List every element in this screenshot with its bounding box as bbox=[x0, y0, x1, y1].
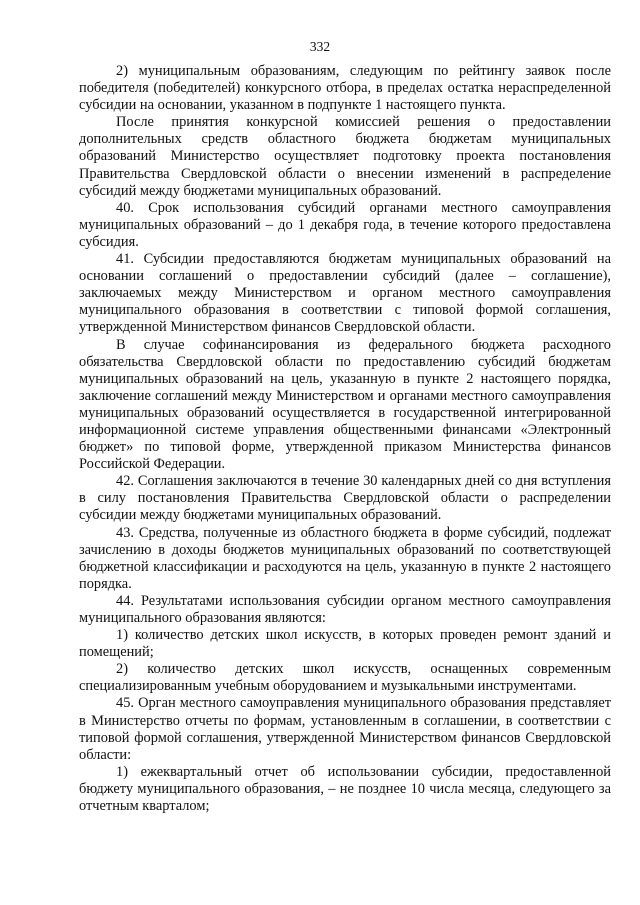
paragraph-report-1-quarterly: 1) ежеквартальный отчет об использовании субсидии, предоставленной бюджету муниципального образования, – не позднее 10 числа месяца, следующего за отчетным кварталом; bbox=[79, 763, 611, 815]
page-number: 332 bbox=[309, 39, 331, 54]
paragraph-result-2-equipment: 2) количество детских школ искусств, оснащенных современным специализированным учебным оборудованием и музыкальными инструментами. bbox=[79, 661, 611, 695]
paragraph-43-funds-crediting: 43. Средства, полученные из областного бюджета в форме субсидий, подлежат зачислению в доходы бюджетов муниципальных образований по соответствующей бюджетной классификации и расходуются на цель, указанную в пункте 2 настоящего порядка. bbox=[79, 524, 611, 592]
paragraph-42-agreement-term: 42. Соглашения заключаются в течение 30 календарных дней со дня вступления в силу постановления Правительства Свердловской области о распределении субсидии между бюджетами муниципальных образований. bbox=[79, 473, 611, 524]
paragraph-44-results: 44. Результатами использования субсидии органом местного самоуправления муниципального образования являются: bbox=[79, 592, 611, 626]
paragraph-federal-cofinancing: В случае софинансирования из федерального бюджета расходного обязательства Свердловской области по предоставлению субсидий бюджетам муниципальных образований на цель, указанную в пункте 2 настоящего порядка, заключение соглашений между Министерством и органами местного самоуправления муниципальных образований осуществляется в государственной интегрированной информационной системе управления общественными финансами «Электронный бюджет» по типовой форме, утвержденной приказом Министерства финансов Российской Федерации. bbox=[79, 336, 611, 473]
paragraph-40-usage-deadline: 40. Срок использования субсидий органами местного самоуправления муниципальных образований – до 1 декабря года, в течение которого предоставлена субсидия. bbox=[79, 199, 611, 250]
paragraph-result-1-repairs: 1) количество детских школ искусств, в которых проведен ремонт зданий и помещений; bbox=[79, 627, 611, 661]
paragraph-additional-funds: После принятия конкурсной комиссией решения о предоставлении дополнительных средств областного бюджета бюджетам муниципальных образований Министерство осуществляет подготовку проекта постановления Правительства Свердловской области о внесении изменений в распределение субсидий между бюджетами муниципальных образований. bbox=[79, 114, 611, 199]
paragraph-41-agreements: 41. Субсидии предоставляются бюджетам муниципальных образований на основании соглашений о предоставлении субсидий (далее – соглашение), заключаемых между Министерством и органом местного самоуправления муниципального образования в соответствии с типовой формой соглашения, утвержденной Министерством финансов Свердловской области. bbox=[79, 251, 611, 336]
document-body bbox=[79, 63, 611, 815]
paragraph-subpoint-2-remaining-subsidy: 2) муниципальным образованиям, следующим по рейтингу заявок после победителя (победителей) конкурсного отбора, в пределах остатка нераспределенной субсидии на основании, указанном в подпункте 1 настоящего пункта. bbox=[79, 63, 611, 114]
paragraph-45-reports: 45. Орган местного самоуправления муниципального образования представляет в Министерство отчеты по формам, установленным в соглашении, в соответствии с типовой формой соглашения, утвержденной Министерством финансов Свердловской области: bbox=[79, 695, 611, 763]
